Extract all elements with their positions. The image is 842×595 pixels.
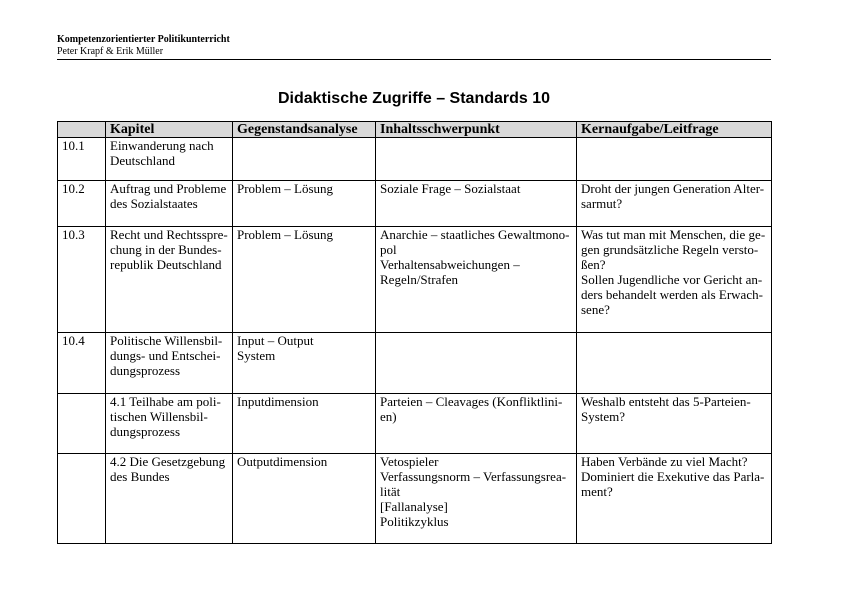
cell-nr (58, 394, 106, 454)
kernaufgabe-line: Sollen Jugendliche vor Gericht an- (581, 272, 763, 287)
kernaufgabe-line: System? (581, 409, 626, 424)
cell-kernaufgabe (577, 333, 772, 394)
cell-kapitel (106, 181, 233, 227)
running-header-authors: Peter Krapf & Erik Müller (57, 46, 164, 57)
cell-nr (58, 454, 106, 544)
gegenstandsanalyse-line: Inputdimension (237, 394, 319, 409)
header-cell-kernaufgabe: Kernaufgabe/Leitfrage (577, 122, 772, 138)
table-row (58, 394, 772, 454)
page-title: Didaktische Zugriffe – Standards 10 (277, 90, 551, 107)
cell-kapitel (106, 394, 233, 454)
table-row (58, 181, 772, 227)
cell-nr (58, 227, 106, 333)
kapitel-line: republik Deutschland (110, 257, 222, 272)
inhaltsschwerpunkt-line: lität (380, 484, 401, 499)
cell-inhaltsschwerpunkt (376, 333, 577, 394)
cell-gegenstandsanalyse (233, 333, 376, 394)
cell-inhaltsschwerpunkt (376, 138, 577, 181)
kernaufgabe-line: ment? (581, 484, 613, 499)
kernaufgabe-line: ßen? (581, 257, 606, 272)
cell-inhaltsschwerpunkt (376, 394, 577, 454)
header-cell-nr (58, 122, 106, 138)
cell-kapitel (106, 138, 233, 181)
inhaltsschwerpunkt-line: Politikzyklus (380, 514, 449, 529)
cell-kapitel (106, 227, 233, 333)
cell-gegenstandsanalyse (233, 394, 376, 454)
header-cell-inhaltsschwerpunkt: Inhaltsschwerpunkt (376, 122, 577, 138)
table-row (58, 227, 772, 333)
table-row (58, 454, 772, 544)
cell-kernaufgabe (577, 181, 772, 227)
kapitel-line: chung in der Bundes- (110, 242, 222, 257)
kernaufgabe-line: sarmut? (581, 196, 623, 211)
row-number: 10.1 (62, 138, 85, 153)
kapitel-line: 4.1 Teilhabe am poli- (110, 394, 221, 409)
running-header (57, 34, 230, 58)
inhaltsschwerpunkt-line: en) (380, 409, 397, 424)
header-rule (57, 59, 771, 60)
kapitel-line: Politische Willensbil- (110, 333, 223, 348)
inhaltsschwerpunkt-line: Parteien – Cleavages (Konfliktlini- (380, 394, 563, 409)
cell-nr (58, 333, 106, 394)
cell-kernaufgabe (577, 138, 772, 181)
kernaufgabe-line: ders behandelt werden als Erwach- (581, 287, 763, 302)
kernaufgabe-line: Dominiert die Exekutive das Parla- (581, 469, 765, 484)
row-number: 10.3 (62, 227, 85, 242)
header-cell-gegenstandsanalyse: Gegenstandsanalyse (233, 122, 376, 138)
gegenstandsanalyse-line: Problem – Lösung (237, 181, 334, 196)
gegenstandsanalyse-line: Input – Output (237, 333, 314, 348)
cell-inhaltsschwerpunkt (376, 454, 577, 544)
kapitel-line: des Sozialstaates (110, 196, 198, 211)
gegenstandsanalyse-line: System (237, 348, 276, 363)
cell-gegenstandsanalyse (233, 138, 376, 181)
cell-gegenstandsanalyse (233, 454, 376, 544)
kernaufgabe-line: sene? (581, 302, 610, 317)
kapitel-line: Auftrag und Probleme (110, 181, 227, 196)
table-header-row (58, 122, 772, 138)
row-number: 10.2 (62, 181, 85, 196)
table-row (58, 138, 772, 181)
kapitel-line: Einwanderung nach (110, 138, 214, 153)
kernaufgabe-line: Weshalb entsteht das 5-Parteien- (581, 394, 751, 409)
inhaltsschwerpunkt-line: Vetospieler (380, 454, 439, 469)
kapitel-line: Deutschland (110, 153, 175, 168)
cell-kapitel (106, 333, 233, 394)
kapitel-line: tischen Willensbil- (110, 409, 208, 424)
kapitel-line: 4.2 Die Gesetzgebung (110, 454, 226, 469)
gegenstandsanalyse-line: Problem – Lösung (237, 227, 334, 242)
running-header-title: Kompetenzorientierter Politikunterricht (57, 34, 230, 45)
cell-nr (58, 181, 106, 227)
kapitel-line: Recht und Rechtsspre- (110, 227, 228, 242)
cell-inhaltsschwerpunkt (376, 181, 577, 227)
cell-kapitel (106, 454, 233, 544)
kapitel-line: dungsprozess (110, 363, 181, 378)
cell-gegenstandsanalyse (233, 181, 376, 227)
inhaltsschwerpunkt-line: Verhaltensabweichungen – (380, 257, 520, 272)
inhaltsschwerpunkt-line: Anarchie – staatliches Gewaltmono- (380, 227, 570, 242)
cell-gegenstandsanalyse (233, 227, 376, 333)
cell-nr (58, 138, 106, 181)
inhaltsschwerpunkt-line: Regeln/Strafen (380, 272, 458, 287)
inhaltsschwerpunkt-line: Verfassungsnorm – Verfassungsrea- (380, 469, 567, 484)
kapitel-line: des Bundes (110, 469, 170, 484)
table-row (58, 333, 772, 394)
cell-kernaufgabe (577, 454, 772, 544)
gegenstandsanalyse-line: Outputdimension (237, 454, 328, 469)
inhaltsschwerpunkt-line: pol (380, 242, 397, 257)
kapitel-line: dungs- und Entschei- (110, 348, 221, 363)
cell-kernaufgabe (577, 227, 772, 333)
kernaufgabe-line: Was tut man mit Menschen, die ge- (581, 227, 766, 242)
header-cell-kapitel: Kapitel (106, 122, 233, 138)
standards-table (57, 121, 772, 544)
kapitel-line: dungsprozess (110, 424, 181, 439)
kernaufgabe-line: gen grundsätzliche Regeln versto- (581, 242, 759, 257)
kernaufgabe-line: Droht der jungen Generation Alter- (581, 181, 765, 196)
inhaltsschwerpunkt-line: Soziale Frage – Sozialstaat (380, 181, 521, 196)
row-number: 10.4 (62, 333, 85, 348)
kernaufgabe-line: Haben Verbände zu viel Macht? (581, 454, 748, 469)
cell-kernaufgabe (577, 394, 772, 454)
inhaltsschwerpunkt-line: [Fallanalyse] (380, 499, 448, 514)
cell-inhaltsschwerpunkt (376, 227, 577, 333)
